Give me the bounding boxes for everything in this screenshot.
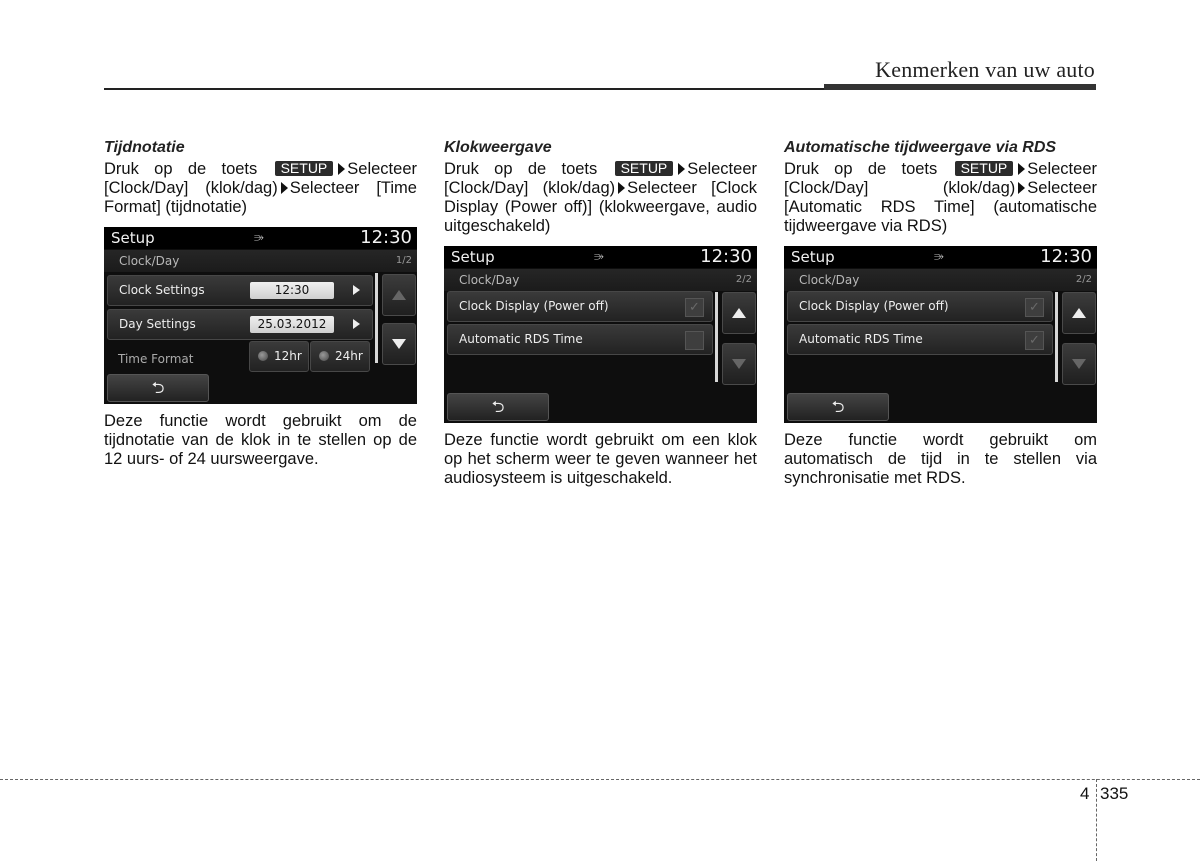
arrow-right-icon bbox=[678, 163, 685, 175]
screen-title: Setup bbox=[451, 248, 495, 266]
scrollbar[interactable] bbox=[715, 292, 718, 382]
checkbox[interactable] bbox=[685, 331, 704, 350]
setup-key-label: SETUP bbox=[275, 161, 334, 176]
instruction-part: Druk op de toets bbox=[784, 160, 938, 178]
screen-title-bar bbox=[784, 246, 1097, 268]
checkbox[interactable]: ✓ bbox=[1025, 298, 1044, 317]
section-title: Automatische tijdweergave via RDS bbox=[784, 139, 1057, 156]
screen-page-indicator: 2/2 bbox=[735, 274, 752, 285]
radio-label: 24hr bbox=[335, 349, 363, 363]
usb-icon: ⭄ bbox=[594, 249, 604, 263]
screen-title-bar bbox=[444, 246, 757, 268]
arrow-up-icon bbox=[1072, 308, 1086, 318]
instruction-part: Druk op de toets bbox=[104, 160, 258, 178]
chevron-right-icon bbox=[353, 285, 360, 295]
screen-subtitle-bar bbox=[104, 250, 417, 272]
instruction-part: Selecteer [Clock/Day] (klok/dag) bbox=[784, 160, 1097, 197]
screen-title: Setup bbox=[791, 248, 835, 266]
date-value: 25.03.2012 bbox=[250, 316, 334, 333]
row-label: Time Format bbox=[118, 352, 194, 366]
arrow-right-icon bbox=[1018, 163, 1025, 175]
setup-screen-rds-time bbox=[784, 246, 1097, 423]
section-title: Klokweergave bbox=[444, 139, 552, 156]
description-text: Deze functie wordt gebruikt om automatisch de tijd in te stellen via synchronisatie met RDS. bbox=[784, 431, 1097, 487]
arrow-right-icon bbox=[281, 182, 288, 194]
scroll-up-button[interactable] bbox=[722, 292, 756, 334]
header-rule-accent bbox=[824, 84, 1096, 90]
instruction-text bbox=[104, 160, 417, 217]
screen-title: Setup bbox=[111, 229, 155, 247]
arrow-right-icon bbox=[1018, 182, 1025, 194]
scrollbar[interactable] bbox=[375, 273, 378, 363]
setup-screen-time-format bbox=[104, 227, 417, 404]
row-label: Automatic RDS Time bbox=[799, 332, 923, 346]
section-klokweergave bbox=[444, 138, 757, 488]
checkbox[interactable]: ✓ bbox=[1025, 331, 1044, 350]
section-automatische-tijdweergave bbox=[784, 138, 1097, 488]
back-button[interactable]: ⮌ bbox=[447, 393, 549, 421]
screen-subtitle-bar bbox=[784, 269, 1097, 291]
instruction-part: Selecteer [Time Format] (tijdnotatie) bbox=[104, 179, 417, 216]
automatic-rds-time-row[interactable] bbox=[787, 324, 1053, 355]
screen-page-indicator: 1/2 bbox=[395, 255, 412, 266]
instruction-part: Druk op de toets bbox=[444, 160, 598, 178]
page-number: 335 bbox=[1100, 784, 1129, 803]
row-label: Clock Settings bbox=[119, 283, 205, 297]
instruction-part: Selecteer [Clock/Day] (klok/dag) bbox=[444, 160, 757, 197]
arrow-down-icon bbox=[732, 359, 746, 369]
arrow-right-icon bbox=[338, 163, 345, 175]
scroll-down-button[interactable] bbox=[1062, 343, 1096, 385]
instruction-part: Selecteer [Clock/Day] (klok/dag) bbox=[104, 160, 417, 197]
screen-clock: 12:30 bbox=[1040, 246, 1092, 267]
scroll-down-button[interactable] bbox=[722, 343, 756, 385]
radio-dot-icon bbox=[258, 351, 268, 361]
footer-divider bbox=[0, 779, 1200, 780]
screen-subtitle: Clock/Day bbox=[799, 273, 860, 287]
setup-key-label: SETUP bbox=[955, 161, 1014, 176]
setup-key-label: SETUP bbox=[615, 161, 674, 176]
scrollbar[interactable] bbox=[1055, 292, 1058, 382]
radio-24hr[interactable] bbox=[310, 341, 370, 372]
description-text: Deze functie wordt gebruikt om de tijdnotatie van de klok in te stellen op de 12 uurs- of 24 uursweergave. bbox=[104, 412, 417, 468]
instruction-part: Selecteer [Automatic RDS Time] (automatische tijdweergave via RDS) bbox=[784, 179, 1097, 235]
clock-display-row[interactable] bbox=[447, 291, 713, 322]
description-text: Deze functie wordt gebruikt om een klok op het scherm weer te geven wanneer het audiosysteem is uitgeschakeld. bbox=[444, 431, 757, 487]
header-rule bbox=[104, 88, 824, 90]
instruction-text bbox=[444, 160, 757, 236]
footer-vertical-divider bbox=[1096, 779, 1097, 861]
clock-settings-row[interactable] bbox=[107, 275, 373, 306]
chapter-number: 4 bbox=[1080, 784, 1090, 803]
screen-title-bar bbox=[104, 227, 417, 249]
section-title: Tijdnotatie bbox=[104, 139, 185, 156]
arrow-up-icon bbox=[732, 308, 746, 318]
checkbox[interactable]: ✓ bbox=[685, 298, 704, 317]
arrow-down-icon bbox=[392, 339, 406, 349]
radio-label: 12hr bbox=[274, 349, 302, 363]
screen-subtitle: Clock/Day bbox=[459, 273, 520, 287]
arrow-right-icon bbox=[618, 182, 625, 194]
day-settings-row[interactable] bbox=[107, 309, 373, 340]
usb-icon: ⭄ bbox=[934, 249, 944, 263]
row-label: Automatic RDS Time bbox=[459, 332, 583, 346]
time-format-row bbox=[107, 345, 371, 374]
usb-icon: ⭄ bbox=[254, 230, 264, 244]
scroll-up-button[interactable] bbox=[1062, 292, 1096, 334]
screen-clock: 12:30 bbox=[700, 246, 752, 267]
radio-12hr[interactable] bbox=[249, 341, 309, 372]
back-button[interactable]: ⮌ bbox=[787, 393, 889, 421]
instruction-part: Selecteer [Clock Display (Power off)] (klokweergave, audio uitgeschakeld) bbox=[444, 179, 757, 235]
chevron-right-icon bbox=[353, 319, 360, 329]
instruction-text bbox=[784, 160, 1097, 236]
scroll-up-button[interactable] bbox=[382, 274, 416, 316]
row-label: Day Settings bbox=[119, 317, 196, 331]
section-tijdnotatie bbox=[104, 138, 417, 469]
row-label: Clock Display (Power off) bbox=[799, 299, 949, 313]
clock-display-row[interactable] bbox=[787, 291, 1053, 322]
screen-subtitle: Clock/Day bbox=[119, 254, 180, 268]
screen-subtitle-bar bbox=[444, 269, 757, 291]
screen-clock: 12:30 bbox=[360, 227, 412, 248]
row-label: Clock Display (Power off) bbox=[459, 299, 609, 313]
back-button[interactable]: ⮌ bbox=[107, 374, 209, 402]
scroll-down-button[interactable] bbox=[382, 323, 416, 365]
radio-dot-icon bbox=[319, 351, 329, 361]
clock-value: 12:30 bbox=[250, 282, 334, 299]
screen-page-indicator: 2/2 bbox=[1075, 274, 1092, 285]
arrow-down-icon bbox=[1072, 359, 1086, 369]
page-header-title: Kenmerken van uw auto bbox=[875, 57, 1095, 82]
arrow-up-icon bbox=[392, 290, 406, 300]
setup-screen-clock-display bbox=[444, 246, 757, 423]
automatic-rds-time-row[interactable] bbox=[447, 324, 713, 355]
